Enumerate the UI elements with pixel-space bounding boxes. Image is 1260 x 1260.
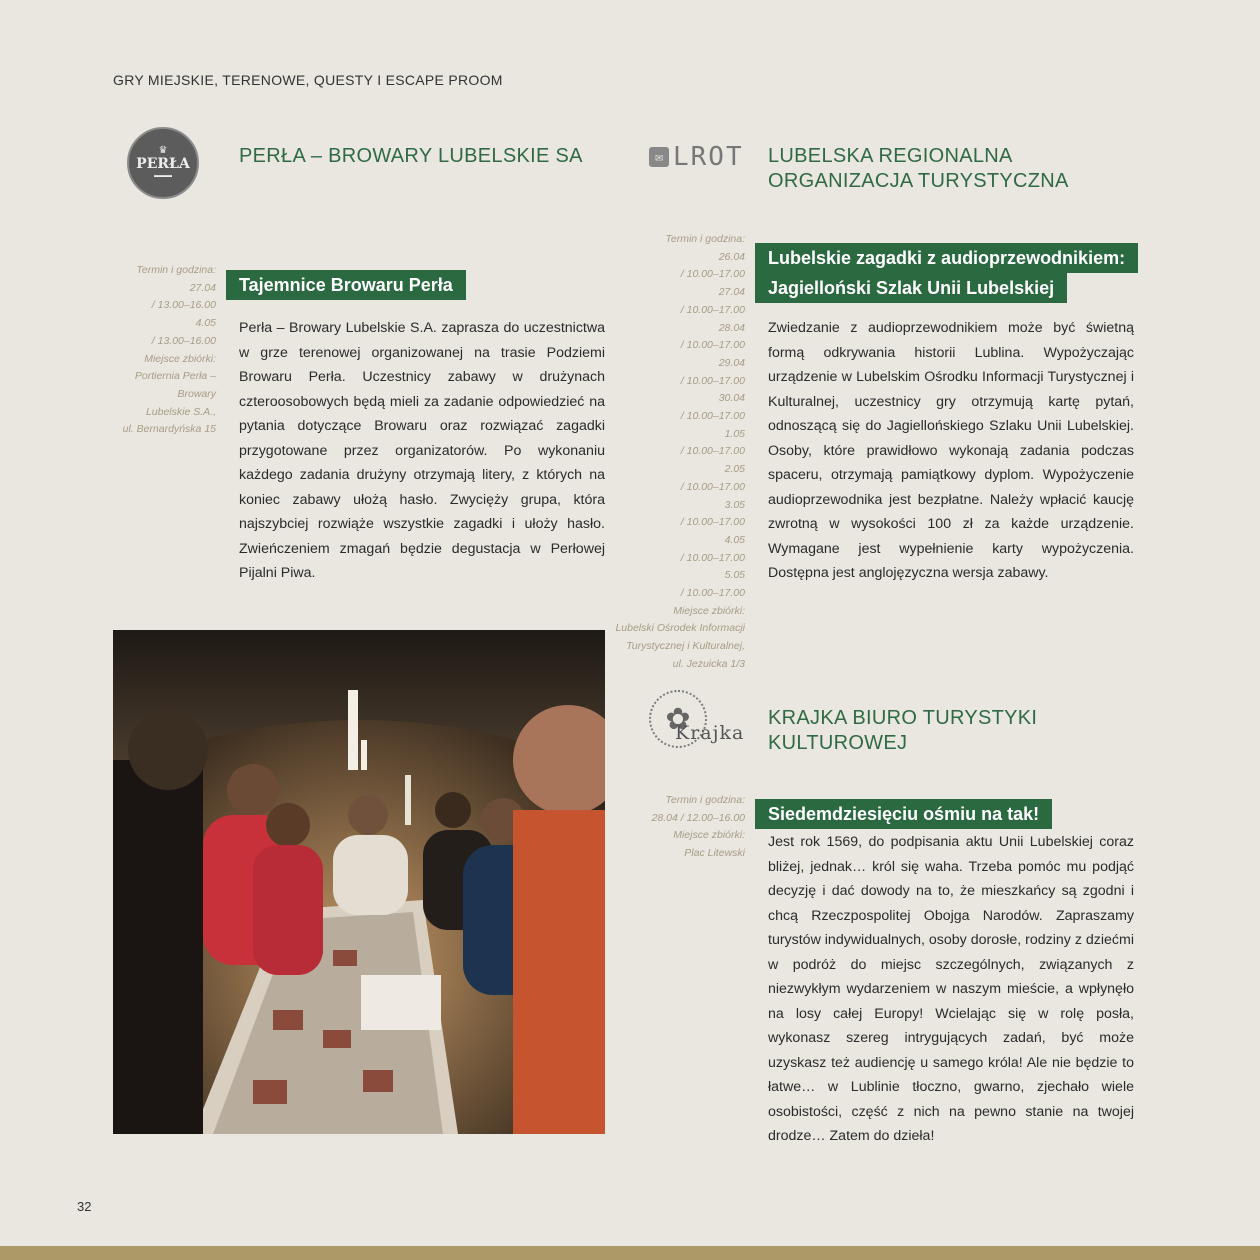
meta-line: Portiernia Perła – bbox=[134, 370, 216, 383]
meta-line: 27.04 bbox=[189, 281, 216, 294]
meta-line: Miejsce zbiórki: bbox=[673, 829, 745, 842]
meta-line: 3.05 bbox=[724, 498, 745, 511]
page-number: 32 bbox=[77, 1199, 92, 1214]
event-title-lrot bbox=[755, 243, 1138, 303]
meta-line: Termin i godzina: bbox=[136, 264, 216, 276]
event-description-krajka: Jest rok 1569, do podpisania aktu Unii Lubelskiej coraz bliżej, jednak… król się waha. Trzeba pomóc mu podjąć decyzję i dać dowody na to, że mieszkańcy są zgodni i chcą Rzeczpospolitej Obojga Narodów. Zapraszamy turystów indywidualnych, osoby dorosłe, rodziny z dziećmi w podróż do miejsc szczególnych, związanych z niezwykłym wydarzeniem w naszym mieście, a wpłynęło na losy całej Europy! Wcielając się w rolę posła, wykonasz szereg intrygujących zadań, być może uzyskasz też audiencję u samego króla! Ale nie będzie to łatwe… w Lublinie tłoczno, gwarno, zjechało wiele osobistości, część z nich na pewno stanie na twojej drodze… Zatem do dzieła! bbox=[768, 834, 1134, 1144]
event-photo bbox=[113, 630, 605, 1134]
organizer-title-lrot: LUBELSKA REGIONALNA ORGANIZACJA TURYSTYCZNA bbox=[768, 145, 1069, 192]
meta-line: 4.05 bbox=[195, 317, 216, 330]
meta-line: Termin i godzina: bbox=[665, 233, 745, 245]
crown-icon: ♛ bbox=[158, 145, 168, 156]
meta-line: ul. Bernardyńska 15 bbox=[122, 423, 216, 436]
section-header: GRY MIEJSKIE, TERENOWE, QUESTY I ESCAPE PROOM bbox=[113, 72, 503, 88]
meta-line: / 13.00–16.00 bbox=[151, 299, 216, 312]
meta-line: / 10.00–17.00 bbox=[680, 445, 745, 458]
meta-line: 4.05 bbox=[724, 533, 745, 546]
meta-line: ul. Jezuicka 1/3 bbox=[672, 657, 745, 670]
meta-line: Miejsce zbiórki: bbox=[673, 604, 745, 617]
lrot-logo bbox=[649, 143, 744, 171]
meta-line: / 10.00–17.00 bbox=[680, 480, 745, 493]
meta-line: 1.05 bbox=[724, 427, 745, 440]
event-title-perla bbox=[226, 270, 466, 300]
meta-line: 5.05 bbox=[724, 569, 745, 582]
meta-line: Lubelskie S.A., bbox=[145, 405, 216, 418]
meta-line: / 10.00–17.00 bbox=[680, 374, 745, 387]
organizer-title-krajka: KRAJKA BIURO TURYSTYKI KULTUROWEJ bbox=[768, 707, 1038, 754]
meta-line: Browary bbox=[177, 387, 216, 400]
event-title-line: Jagielloński Szlak Unii Lubelskiej bbox=[755, 273, 1067, 303]
meta-line: Miejsce zbiórki: bbox=[144, 352, 216, 365]
meta-line: / 13.00–16.00 bbox=[151, 334, 216, 347]
bottom-decorative-bar bbox=[0, 1246, 1260, 1260]
event-title-line: Lubelskie zagadki z audioprzewodnikiem: bbox=[755, 243, 1138, 273]
meta-line: 29.04 bbox=[718, 356, 745, 369]
event-meta-lrot bbox=[600, 231, 745, 674]
meta-line: / 10.00–17.00 bbox=[680, 339, 745, 352]
event-description-perla: Perła – Browary Lubelskie S.A. zaprasza do uczestnictwa w grze terenowej organizowanej na trasie Podziemi Browaru Perła. Uczestnicy zabawy w drużynach czteroosobowych będą mieli za zadanie odpowiedzieć na pytania dotyczące Browaru oraz rozwiązać zagadki przygotowane przez organizatorów. Po wykonaniu każdego zadania drużyny otrzymają litery, z których na koniec zabawy ułożą hasło. Zwycięży grupa, która najszybciej rozwiąże wszystkie zagadki i ułoży hasło. Zwieńczeniem zmagań będzie degustacja w Perłowej Pijalni Piwa. bbox=[239, 320, 605, 581]
meta-line: 28.04 bbox=[718, 321, 745, 334]
meta-line: Termin i godzina: bbox=[665, 794, 745, 806]
meta-line: / 10.00–17.00 bbox=[680, 268, 745, 281]
meta-line: Turystycznej i Kulturalnej, bbox=[626, 640, 745, 653]
meta-line: / 10.00–17.00 bbox=[680, 551, 745, 564]
krajka-logo-text: Krajka bbox=[675, 722, 745, 744]
perla-logo bbox=[127, 127, 199, 199]
event-meta-krajka bbox=[600, 792, 745, 863]
lrot-logo-text: LROT bbox=[673, 142, 744, 172]
meta-line: 30.04 bbox=[718, 392, 745, 405]
meta-line: 28.04 / 12.00–16.00 bbox=[651, 811, 745, 824]
lace-flower-icon: ✿ bbox=[649, 690, 707, 748]
organizer-title-perla: PERŁA – BROWARY LUBELSKIE SA bbox=[239, 145, 583, 167]
event-title-krajka bbox=[755, 799, 1052, 829]
perla-logo-sub: ▬▬▬ bbox=[154, 173, 172, 179]
meta-line: Lubelski Ośrodek Informacji bbox=[615, 622, 745, 635]
event-title-line: Tajemnice Browaru Perła bbox=[226, 270, 466, 300]
meta-line: / 10.00–17.00 bbox=[680, 516, 745, 529]
meta-line: / 10.00–17.00 bbox=[680, 303, 745, 316]
perla-logo-text: PERŁA bbox=[136, 156, 190, 172]
meta-line: 2.05 bbox=[724, 463, 745, 476]
meta-line: / 10.00–17.00 bbox=[680, 587, 745, 600]
lrot-emblem-icon: ✉ bbox=[649, 147, 669, 167]
event-description-lrot: Zwiedzanie z audioprzewodnikiem może być świetną formą odkrywania historii Lublina. Wypożyczając urządzenie w Lubelskim Ośrodku Informacji Turystycznej i Kulturalnej, uczestnicy gry otrzymują kartę pytań, odnoszącą się do Jagiellońskiego Szlaku Unii Lubelskiej. Osoby, które prawidłowo wykonają zadania podczas spaceru, otrzymają pamiątkowy dyplom. Wypożyczenie audioprzewodnika jest bezpłatne. Należy wpłacić kaucję zwrotną w wysokości 100 zł za każde urządzenie. Wymagane jest wypełnienie karty wypożyczenia. Dostępna jest anglojęzyczna wersja zabawy. bbox=[768, 320, 1134, 581]
event-meta-perla bbox=[100, 262, 216, 439]
meta-line: Plac Litewski bbox=[684, 847, 745, 860]
meta-line: 27.04 bbox=[718, 286, 745, 299]
meta-line: 26.04 bbox=[718, 250, 745, 263]
meta-line: / 10.00–17.00 bbox=[680, 410, 745, 423]
event-title-line: Siedemdziesięciu ośmiu na tak! bbox=[755, 799, 1052, 829]
krajka-logo bbox=[647, 690, 755, 752]
